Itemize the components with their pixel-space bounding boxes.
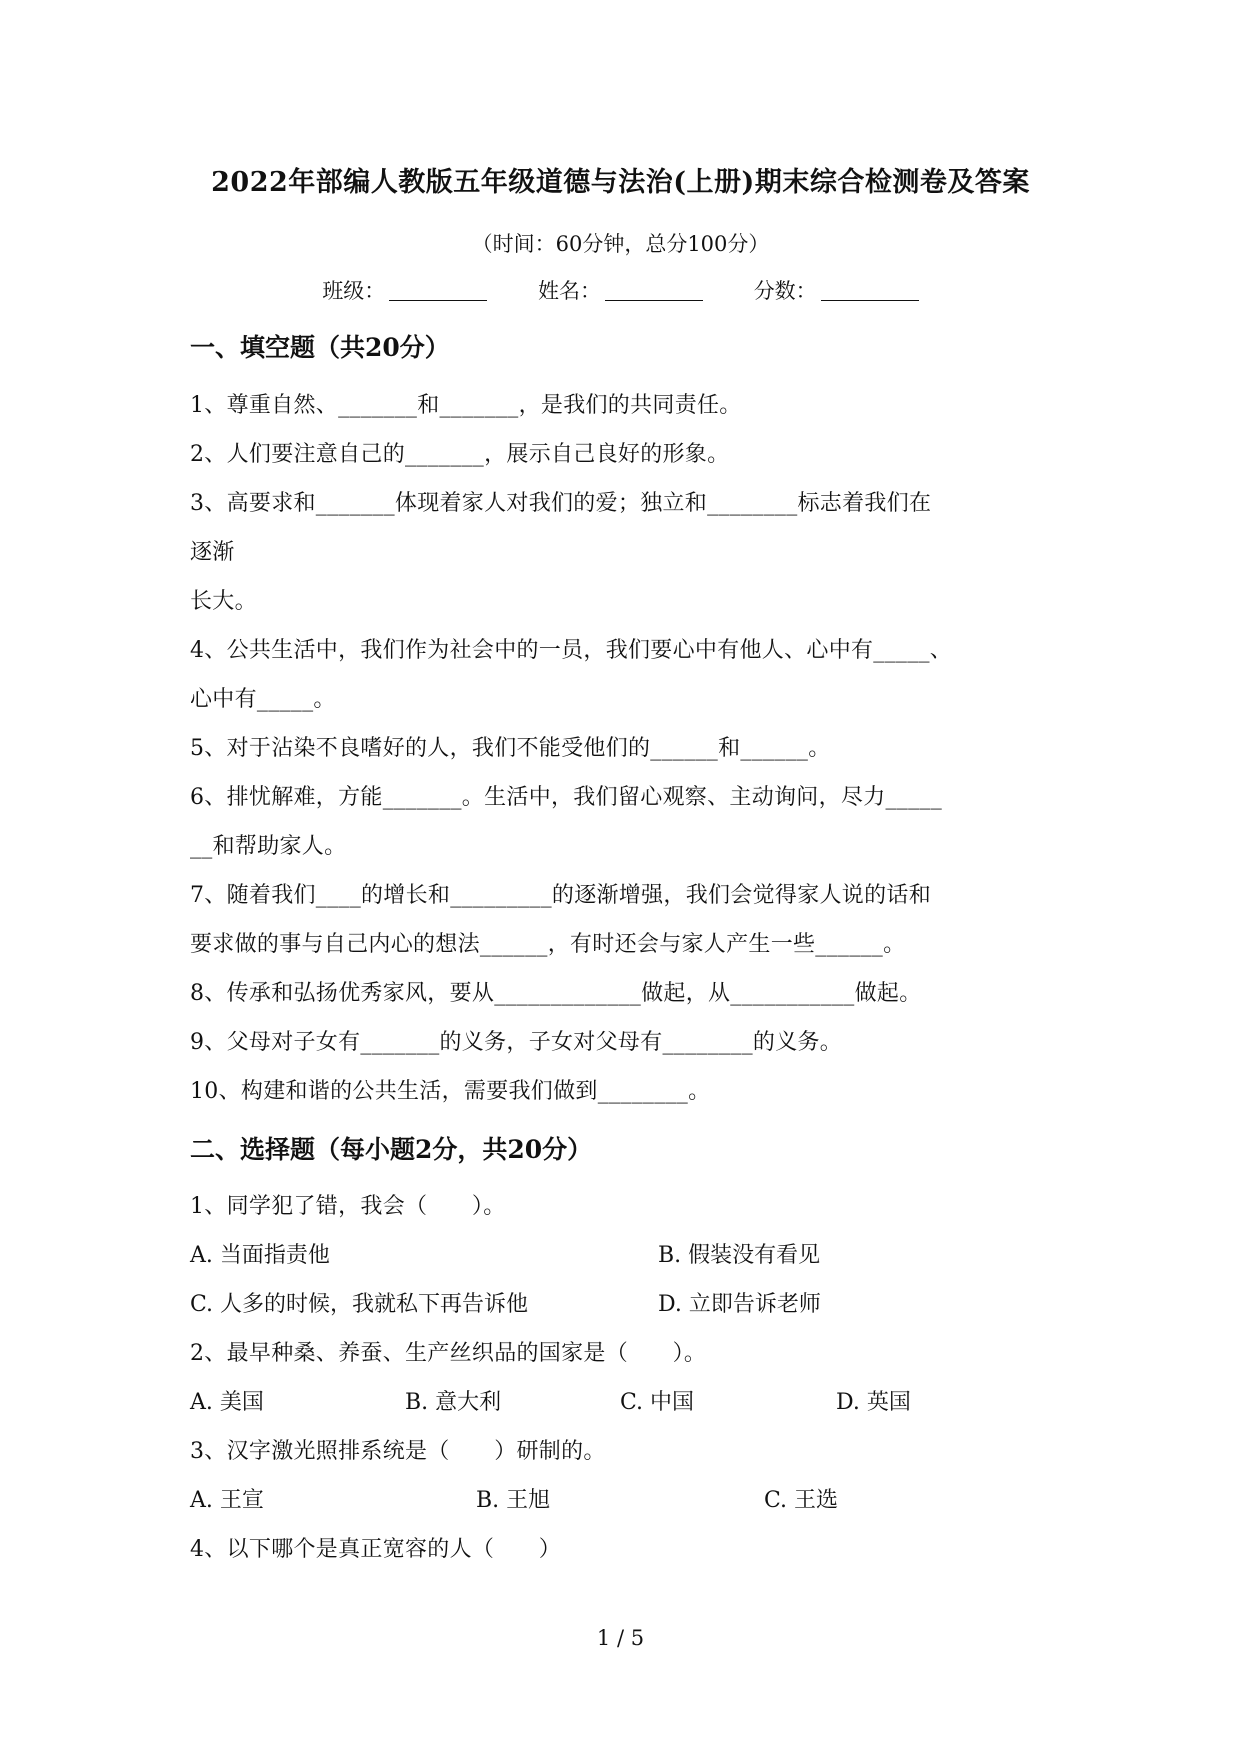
q1-option-d[interactable]: D. 立即告诉老师 xyxy=(658,1292,821,1317)
fill-line: 5、对于沾染不良嗜好的人，我们不能受他们的______和______。 xyxy=(190,736,831,761)
q1-option-b[interactable]: B. 假装没有看见 xyxy=(658,1243,821,1268)
question-1-stem: 1、同学犯了错，我会（ ）。 xyxy=(190,1194,506,1219)
fill-line: 3、高要求和_______体现着家人对我们的爱；独立和________标志着我们在 xyxy=(190,491,932,516)
fill-line: 1、尊重自然、_______和_______，是我们的共同责任。 xyxy=(190,393,742,418)
q1-option-c[interactable]: C. 人多的时候，我就私下再告诉他 xyxy=(190,1292,529,1317)
fill-line: 8、传承和弘扬优秀家风，要从_____________做起，从___________做起。 xyxy=(190,981,922,1006)
q2-option-d[interactable]: D. 英国 xyxy=(836,1390,911,1415)
document-title: 2022年部编人教版五年级道德与法治(上册)期末综合检测卷及答案 xyxy=(211,167,1030,198)
fill-line: __和帮助家人。 xyxy=(190,834,347,859)
q3-option-a[interactable]: A. 王宣 xyxy=(190,1488,264,1513)
score-blank[interactable] xyxy=(821,280,919,301)
q3-option-b[interactable]: B. 王旭 xyxy=(476,1488,551,1513)
class-label: 班级： xyxy=(322,279,386,303)
class-field xyxy=(322,275,487,305)
score-field xyxy=(754,275,919,305)
q2-option-c[interactable]: C. 中国 xyxy=(620,1390,695,1415)
fill-line: 心中有_____。 xyxy=(190,687,336,712)
name-blank[interactable] xyxy=(605,280,703,301)
fill-line: 长大。 xyxy=(190,589,257,614)
page-number: 1 / 5 xyxy=(596,1626,645,1650)
fill-line: 逐渐 xyxy=(190,540,235,565)
name-label: 姓名： xyxy=(538,279,601,303)
name-field xyxy=(538,275,703,305)
student-info-line xyxy=(0,275,1241,305)
q1-option-a[interactable]: A. 当面指责他 xyxy=(190,1243,330,1268)
fill-line: 4、公共生活中，我们作为社会中的一员，我们要心中有他人、心中有_____、 xyxy=(190,638,953,663)
section2-heading: 二、选择题（每小题2分，共20分） xyxy=(190,1135,593,1164)
fill-line: 7、随着我们____的增长和_________的逐渐增强，我们会觉得家人说的话和 xyxy=(190,883,931,908)
score-label: 分数： xyxy=(753,279,817,303)
question-2-stem: 2、最早种桑、养蚕、生产丝织品的国家是（ ）。 xyxy=(190,1341,707,1366)
fill-line: 要求做的事与自己内心的想法______，有时还会与家人产生一些______。 xyxy=(190,932,906,957)
exam-time-info: （时间：60分钟，总分100分） xyxy=(471,232,770,256)
q2-option-b[interactable]: B. 意大利 xyxy=(405,1390,502,1415)
q2-option-a[interactable]: A. 美国 xyxy=(190,1390,264,1415)
section1-heading: 一、填空题（共20分） xyxy=(190,333,450,362)
q3-option-c[interactable]: C. 王选 xyxy=(764,1488,839,1513)
question-3-stem: 3、汉字激光照排系统是（ ）研制的。 xyxy=(190,1439,606,1464)
fill-line: 9、父母对子女有_______的义务，子女对父母有________的义务。 xyxy=(190,1030,843,1055)
fill-line: 6、排忧解难，方能_______。生活中，我们留心观察、主动询问，尽力_____ xyxy=(190,785,942,810)
question-4-stem: 4、以下哪个是真正宽容的人（ ） xyxy=(190,1537,562,1562)
fill-line: 2、人们要注意自己的_______，展示自己良好的形象。 xyxy=(190,442,730,467)
class-blank[interactable] xyxy=(389,280,487,301)
fill-line: 10、构建和谐的公共生活，需要我们做到________。 xyxy=(190,1079,711,1104)
